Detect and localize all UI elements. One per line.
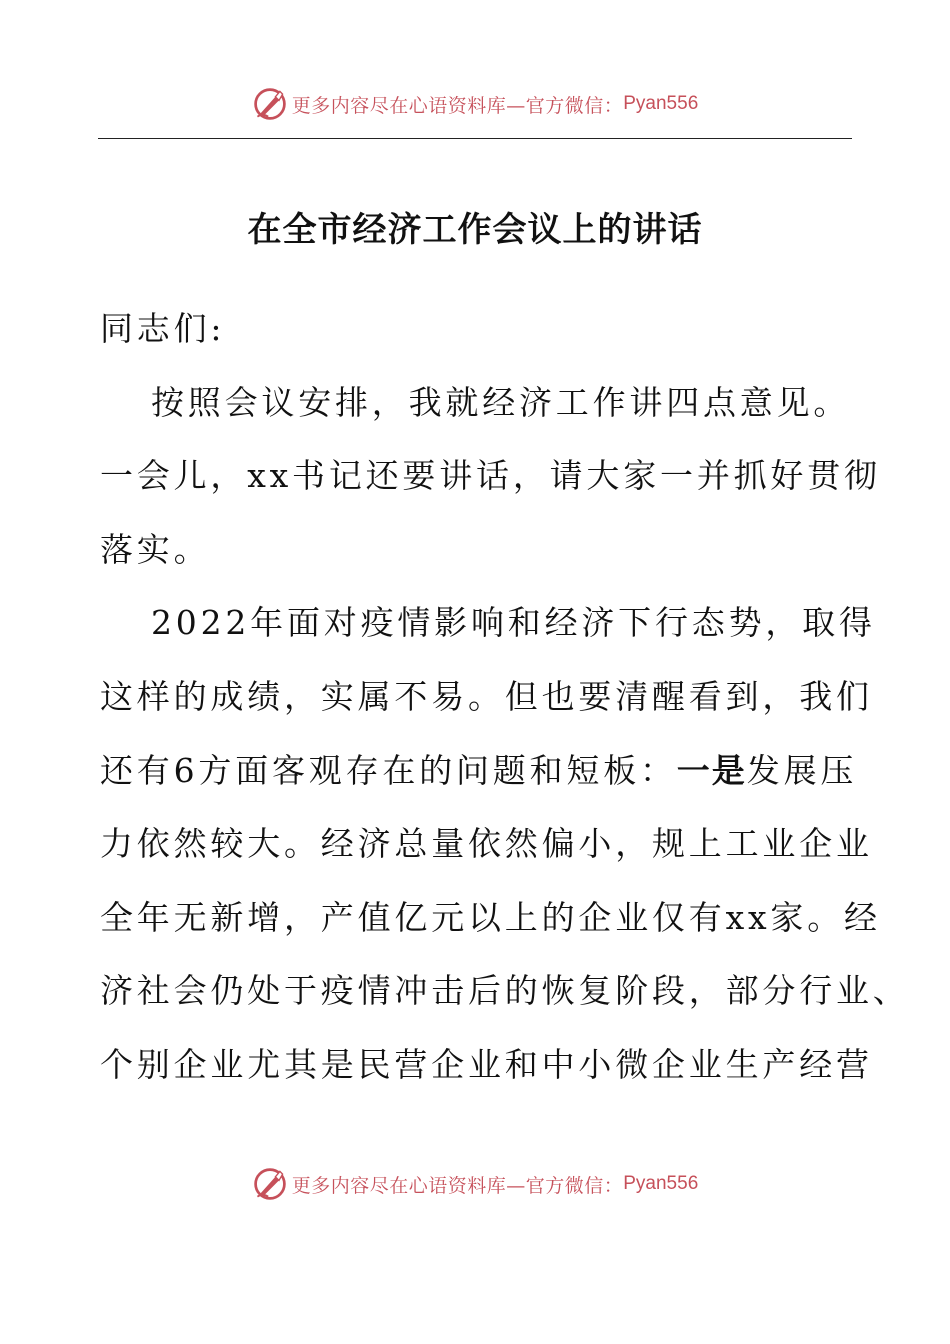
paragraph-line xyxy=(100,807,880,881)
document-title: 在全市经济工作会议上的讲话 xyxy=(247,210,703,250)
pen-circle-logo-icon xyxy=(252,86,288,122)
paragraph-line xyxy=(100,439,880,513)
paragraph-line xyxy=(100,881,880,955)
watermark-text: 更多内容尽在心语资料库—官方微信： xyxy=(291,94,624,117)
line-text: 济社会仍处于疫情冲击后的恢复阶段，部分行业、 xyxy=(100,971,910,1011)
line-text: 这样的成绩，实属不易。但也要清醒看到，我们 xyxy=(100,676,873,716)
line-text: 按照会议安排，我就经济工作讲四点意见。 xyxy=(151,382,851,422)
pen-circle-logo-icon xyxy=(252,1166,288,1202)
salutation-line xyxy=(100,292,880,366)
line-text: 落实。 xyxy=(100,529,211,569)
document-body xyxy=(100,292,910,1102)
line-text: 全年无新增，产值亿元以上的企业仅有xx家。经 xyxy=(100,897,881,937)
paragraph-line xyxy=(100,734,880,808)
footer-watermark xyxy=(0,1164,950,1204)
line-text: 一会儿，xx书记还要讲话，请大家一并抓好贯彻 xyxy=(100,456,881,496)
line-text: 2022年面对疫情影响和经济下行态势，取得 xyxy=(151,603,876,643)
line-text: 同志们: xyxy=(100,309,226,348)
paragraph-line xyxy=(100,586,880,660)
line-text: 力依然较大。经济总量依然偏小，规上工业企业 xyxy=(100,824,873,864)
paragraph-line xyxy=(100,660,880,734)
bold-marker: 一是 xyxy=(676,750,747,790)
header-divider xyxy=(98,138,852,139)
paragraph-line xyxy=(100,954,910,1028)
watermark-text: 更多内容尽在心语资料库—官方微信： xyxy=(291,1174,624,1197)
watermark-account: Pyan556 xyxy=(623,93,699,114)
line-text: 发展压 xyxy=(746,750,858,790)
watermark-account: Pyan556 xyxy=(623,1173,699,1194)
paragraph-line xyxy=(100,1028,880,1102)
header-watermark xyxy=(0,84,950,124)
line-text: 个别企业尤其是民营企业和中小微企业生产经营 xyxy=(100,1044,873,1084)
line-text: 还有6方面客观存在的问题和短板： xyxy=(100,750,677,790)
paragraph-line xyxy=(100,513,880,587)
paragraph-line xyxy=(100,366,880,440)
